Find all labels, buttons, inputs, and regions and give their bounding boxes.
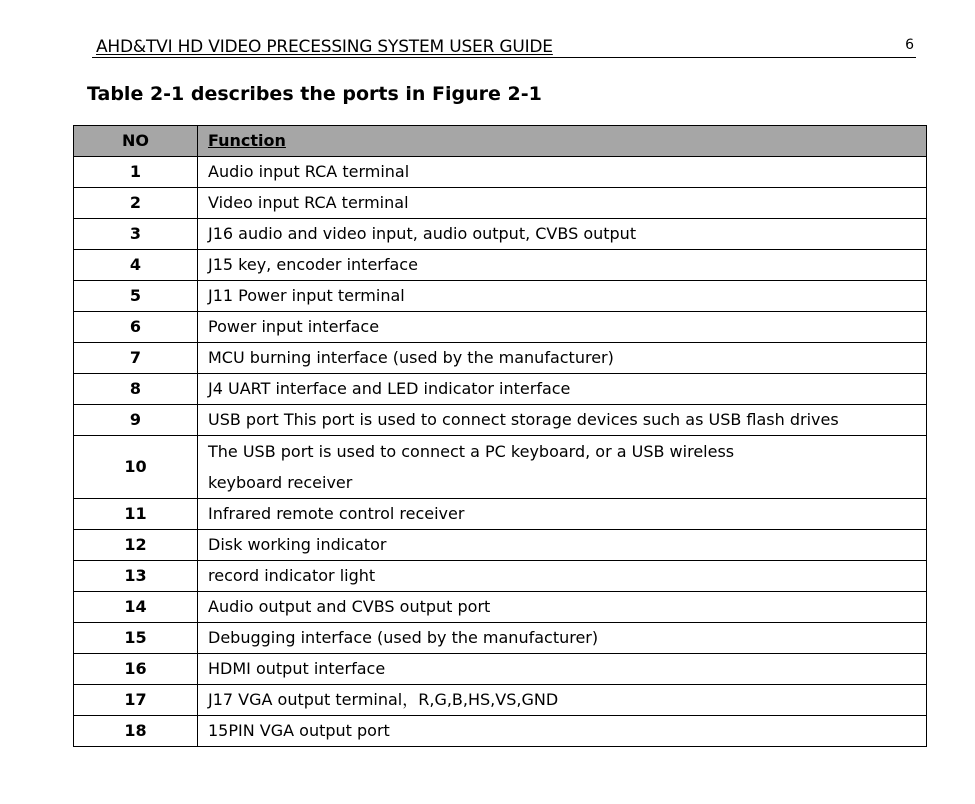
table-row <box>74 561 927 592</box>
table-caption: Table 2-1 describes the ports in Figure 2-1 <box>87 83 542 105</box>
row-number: 6 <box>74 312 198 343</box>
row-number: 7 <box>74 343 198 374</box>
row-number: 4 <box>74 250 198 281</box>
table-row <box>74 499 927 530</box>
page-header <box>92 34 916 58</box>
row-function: Infrared remote control receiver <box>198 499 927 530</box>
row-function: Video input RCA terminal <box>198 188 927 219</box>
row-function-line: keyboard receiver <box>208 473 353 492</box>
page-number: 6 <box>905 37 914 53</box>
row-function: Disk working indicator <box>198 530 927 561</box>
row-number: 12 <box>74 530 198 561</box>
row-number: 2 <box>74 188 198 219</box>
row-number: 11 <box>74 499 198 530</box>
row-function: HDMI output interface <box>198 654 927 685</box>
table-row <box>74 530 927 561</box>
row-number: 15 <box>74 623 198 654</box>
row-function: J16 audio and video input, audio output, CVBS output <box>198 219 927 250</box>
row-function: J4 UART interface and LED indicator interface <box>198 374 927 405</box>
row-function: J15 key, encoder interface <box>198 250 927 281</box>
row-number: 14 <box>74 592 198 623</box>
table-row <box>74 654 927 685</box>
row-number: 1 <box>74 157 198 188</box>
table-row <box>74 716 927 747</box>
row-number: 3 <box>74 219 198 250</box>
table-row <box>74 405 927 436</box>
row-number: 13 <box>74 561 198 592</box>
document-title: AHD&TVI HD VIDEO PRECESSING SYSTEM USER GUIDE <box>96 37 553 57</box>
row-function <box>198 436 927 499</box>
ports-table <box>73 125 927 747</box>
table-row <box>74 312 927 343</box>
row-function: Audio output and CVBS output port <box>198 592 927 623</box>
table-row <box>74 250 927 281</box>
table-row <box>74 219 927 250</box>
table-row <box>74 343 927 374</box>
table-row <box>74 281 927 312</box>
row-number: 10 <box>74 436 198 499</box>
column-header-no: NO <box>74 126 198 157</box>
table-row <box>74 592 927 623</box>
row-function: Power input interface <box>198 312 927 343</box>
table-row <box>74 436 927 499</box>
table-row <box>74 685 927 716</box>
row-number: 5 <box>74 281 198 312</box>
header-rule <box>92 57 916 58</box>
row-function: Audio input RCA terminal <box>198 157 927 188</box>
row-function: MCU burning interface (used by the manufacturer) <box>198 343 927 374</box>
row-function: Debugging interface (used by the manufacturer) <box>198 623 927 654</box>
table-row <box>74 157 927 188</box>
row-number: 9 <box>74 405 198 436</box>
table-row <box>74 623 927 654</box>
row-number: 8 <box>74 374 198 405</box>
table-row <box>74 188 927 219</box>
row-function: 15PIN VGA output port <box>198 716 927 747</box>
row-number: 18 <box>74 716 198 747</box>
row-function-line: The USB port is used to connect a PC keyboard, or a USB wireless <box>208 442 735 461</box>
table-header-row <box>74 126 927 157</box>
column-header-function <box>198 126 927 157</box>
column-header-function-label: Function <box>208 131 286 150</box>
row-function: J17 VGA output terminal，R,G,B,HS,VS,GND <box>198 685 927 716</box>
row-function: record indicator light <box>198 561 927 592</box>
row-function: USB port This port is used to connect storage devices such as USB flash drives <box>198 405 927 436</box>
row-number: 17 <box>74 685 198 716</box>
row-function: J11 Power input terminal <box>198 281 927 312</box>
table-row <box>74 374 927 405</box>
row-number: 16 <box>74 654 198 685</box>
